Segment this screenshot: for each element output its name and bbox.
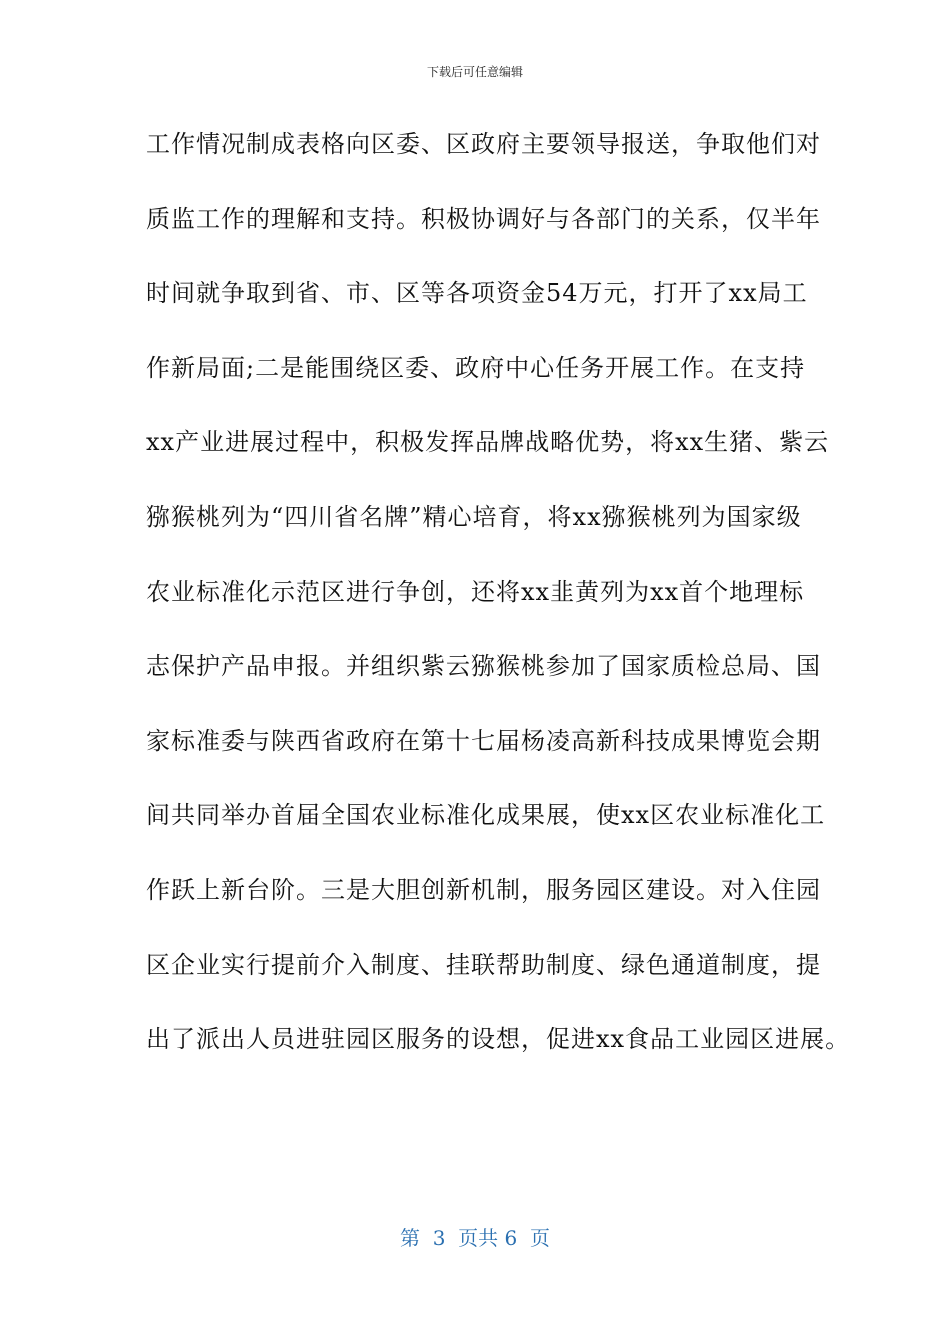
body-line-6: 猕猴桃列为“四川省名牌”精心培育，将xx猕猴桃列为国家级	[146, 502, 802, 531]
body-line-4: 作新局面;二是能围绕区委、政府中心任务开展工作。在支持	[146, 353, 806, 382]
body-line-7: 农业标准化示范区进行争创，还将xx韭黄列为xx首个地理标	[146, 577, 805, 606]
body-line-12: 区企业实行提前介入制度、挂联帮助制度、绿色通道制度，提	[146, 950, 821, 979]
page-number-footer: 第 3 页共 6 页	[400, 1226, 550, 1250]
body-line-13: 出了派出人员进驻园区服务的设想，促进xx食品工业园区进展。	[146, 1025, 851, 1054]
body-line-3: 时间就争取到省、市、区等各项资金54万元，打开了xx局工	[146, 279, 808, 308]
body-line-1: 工作情况制成表格向区委、区政府主要领导报送，争取他们对	[146, 130, 821, 158]
page-header: 下载后可任意编辑	[426, 65, 523, 79]
body-line-9: 家标准委与陕西省政府在第十七届杨凌高新科技成果博览会期	[146, 726, 821, 755]
body-line-10: 间共同举办首届全国农业标准化成果展，使xx区农业标准化工	[146, 801, 826, 830]
body-line-8: 志保护产品申报。并组织紫云猕猴桃参加了国家质检总局、国	[146, 652, 821, 681]
document-body	[146, 124, 851, 1094]
body-line-11: 作跃上新台阶。三是大胆创新机制，服务园区建设。对入住园	[146, 875, 821, 904]
body-line-5: xx产业进展过程中，积极发挥品牌战略优势，将xx生猪、紫云	[146, 428, 830, 457]
body-line-2: 质监工作的理解和支持。积极协调好与各部门的关系，仅半年	[146, 204, 821, 233]
